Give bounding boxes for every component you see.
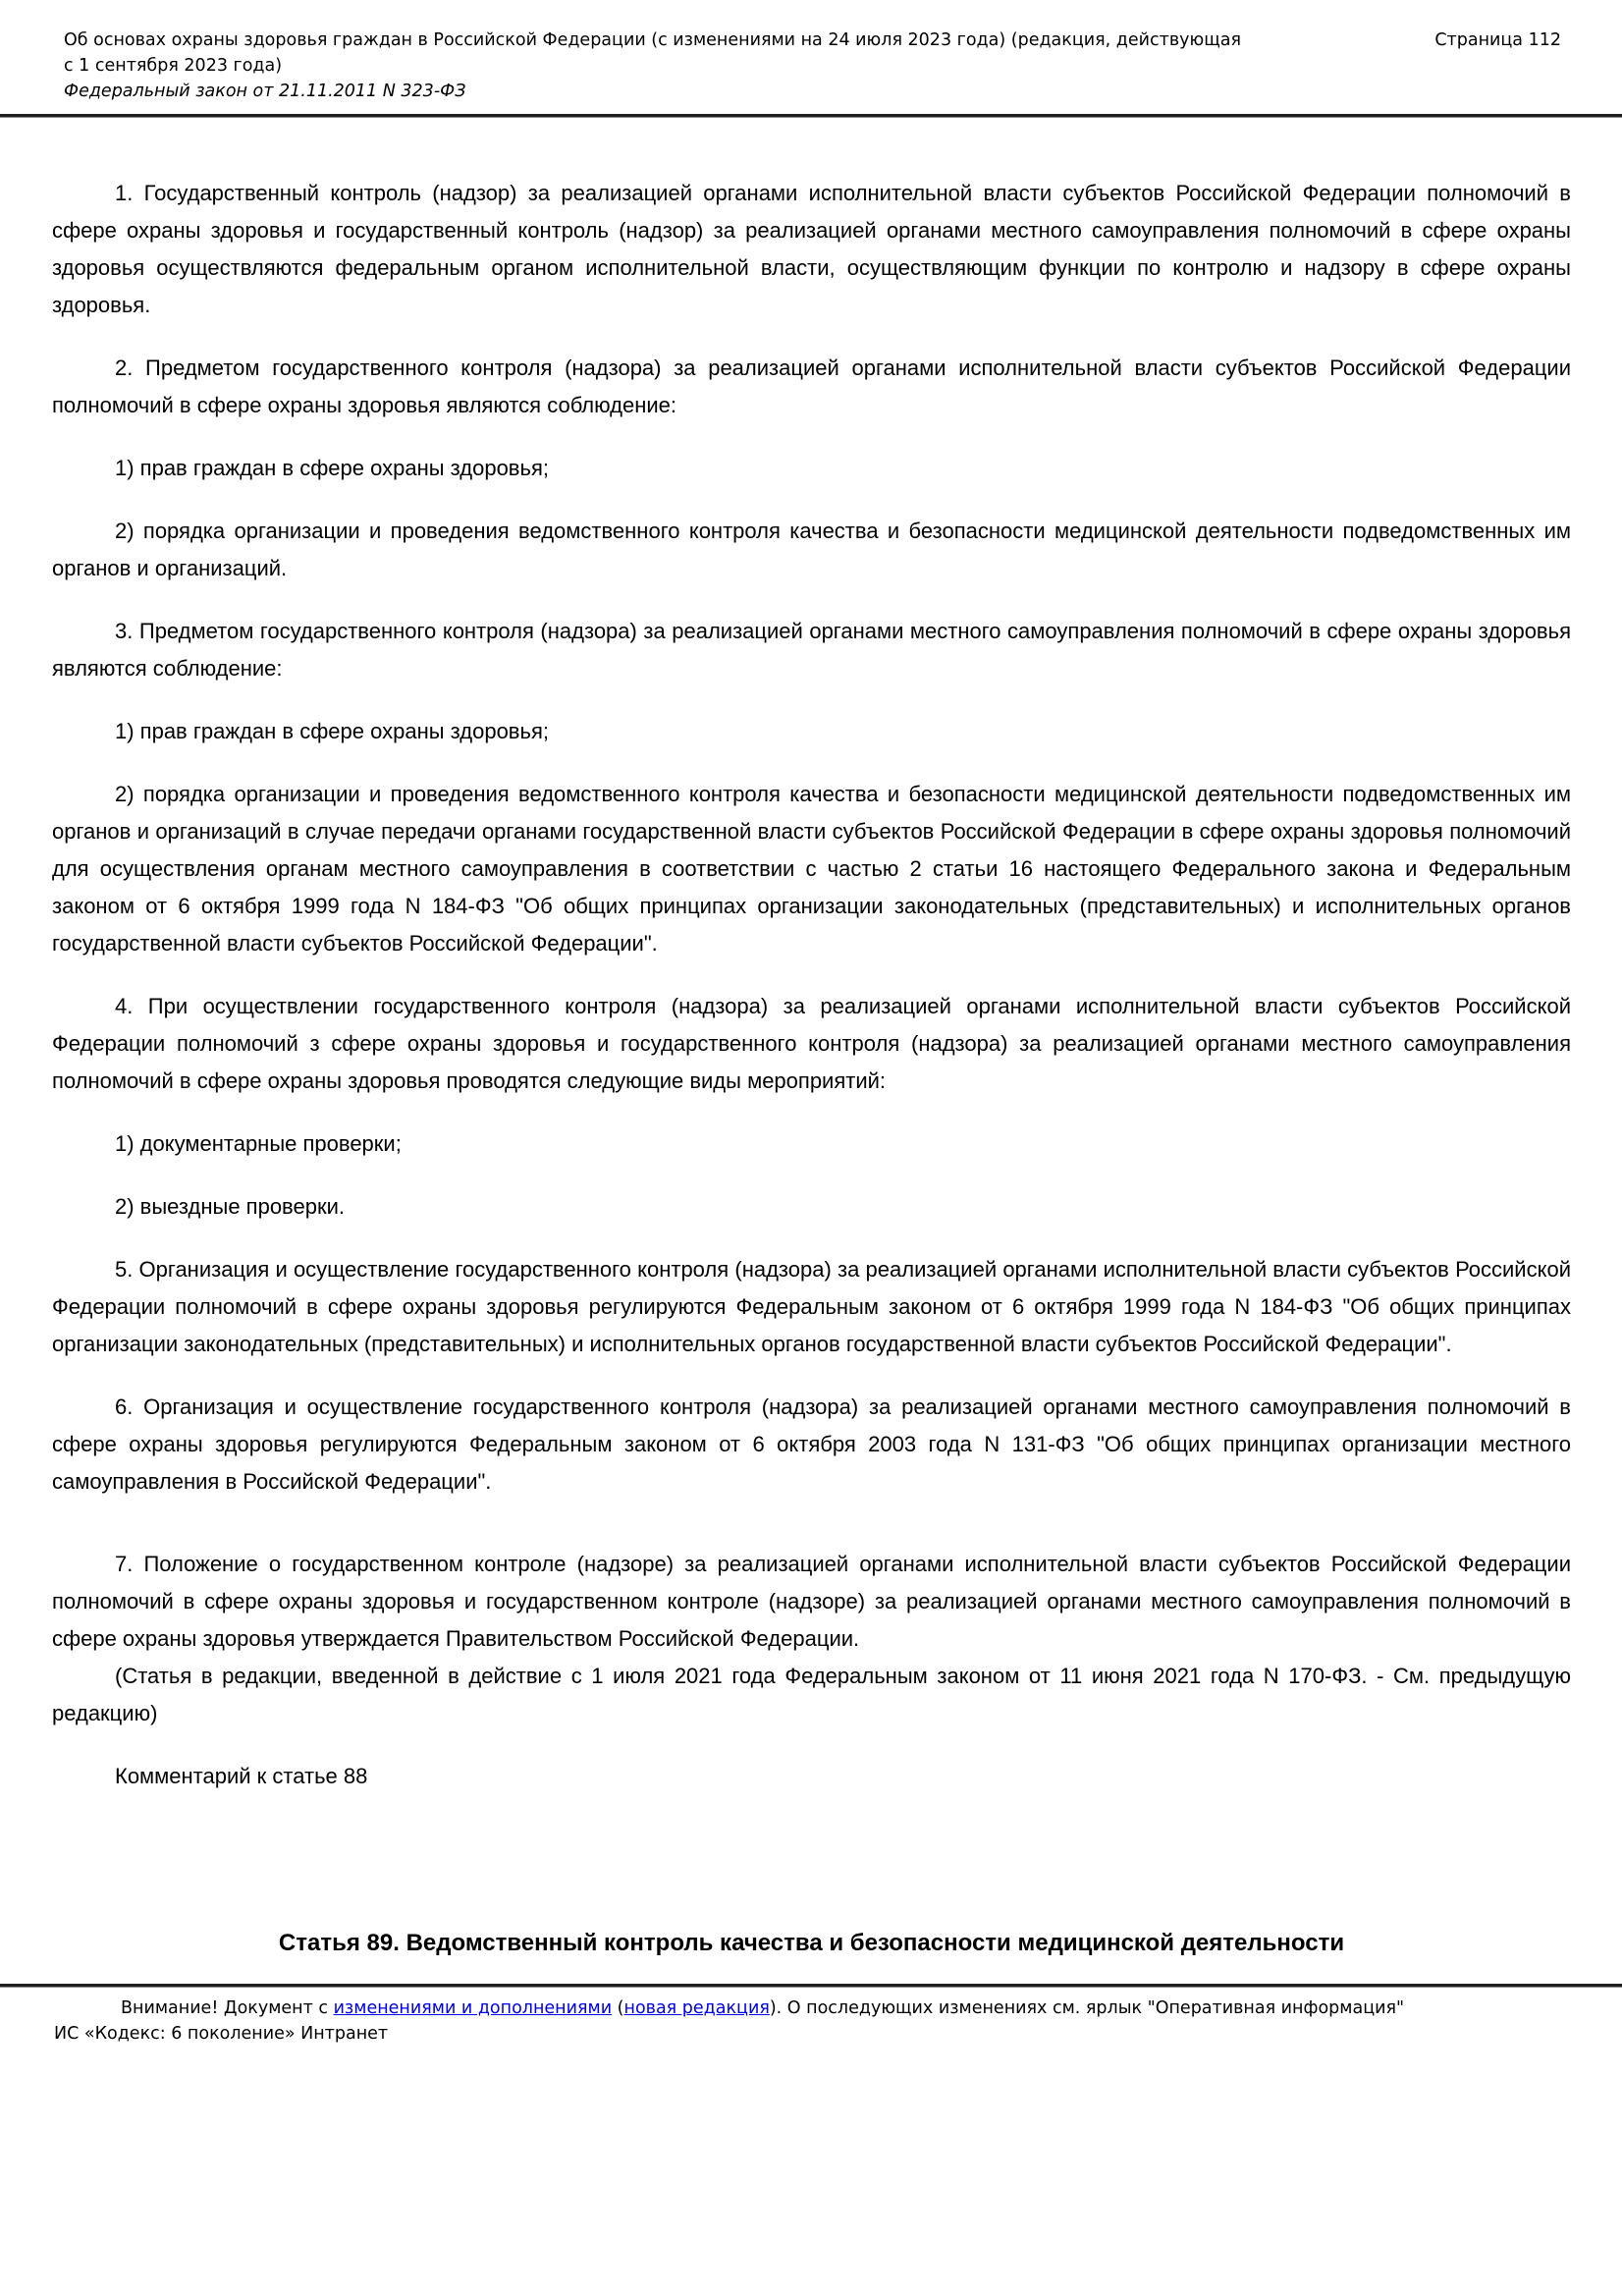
document-header [0, 0, 1622, 114]
document-body [0, 118, 1622, 1962]
paragraph: 1. Государственный контроль (надзор) за реализацией органами исполнительной власти субъектов Российской Федерации полномочий в сфере охраны здоровья и государственный контроль (надзор) за реализацией органами местного самоуправления полномочий в сфере охраны здоровья осуществляются федеральным органом исполнительной власти, осуществляющим функции по контролю и надзору в сфере охраны здоровья. [52, 181, 1571, 317]
document-title-line1: Об основах охраны здоровья граждан в Российской Федерации (с изменениями на 24 июля 2023 года) (редакция, действующая [64, 30, 1241, 50]
amendments-link[interactable]: изменениями и дополнениями [333, 1998, 613, 2018]
paragraph: 4. При осуществлении государственного контроля (надзора) за реализацией органами исполнительной власти субъектов Российской Федерации полномочий з сфере охраны здоровья и государственного контроля (надзора) за реализацией органами местного самоуправления полномочий в сфере охраны здоровья проводятся следующие виды мероприятий: [52, 994, 1571, 1093]
document-subtitle: Федеральный закон от 21.11.2011 N 323-ФЗ [64, 82, 466, 101]
paragraph: 6. Организация и осуществление государственного контроля (надзора) за реализацией органами местного самоуправления полномочий в сфере охраны здоровья регулируются Федеральным законом от 6 октября 2003 года N 131-ФЗ "Об общих принципах организации местного самоуправления в Российской Федерации". [52, 1394, 1571, 1494]
document-title-block [64, 27, 1241, 104]
footer-notice-suffix: ). О последующих изменениях см. ярлык "Оперативная информация" [769, 1998, 1405, 2018]
footer-notice [54, 1995, 1583, 2021]
comment-reference: Комментарий к статье 88 [115, 1764, 368, 1788]
paragraph: 5. Организация и осуществление государственного контроля (надзора) за реализацией органами исполнительной власти субъектов Российской Федерации полномочий в сфере охраны здоровья регулируются Федеральным законом от 6 октября 1999 года N 184-ФЗ "Об общих принципах организации законодательных (представительных) и исполнительных органов государственной власти субъектов Российской Федерации". [52, 1257, 1571, 1356]
list-item: 1) прав граждан в сфере охраны здоровья; [115, 719, 549, 743]
paragraph: 7. Положение о государственном контроле (надзоре) за реализацией органами исполнительной власти субъектов Российской Федерации полномочий в сфере охраны здоровья и государственном контроле (надзоре) за реализацией органами местного самоуправления полномочий в сфере охраны здоровья утверждается Правительством Российской Федерации. [52, 1552, 1571, 1651]
document-footer [0, 1988, 1622, 2047]
document-title-line2: с 1 сентября 2023 года) [64, 56, 283, 76]
list-item: 2) порядка организации и проведения ведомственного контроля качества и безопасности медицинской деятельности подведомственных им органов и организаций в случае передачи органами государственной власти субъектов Российской Федерации в сфере охраны здоровья полномочий для осуществления органам местного самоуправления в соответствии с частью 2 статьи 16 настоящего Федерального закона и Федеральным законом от 6 октября 1999 года N 184-ФЗ "Об общих принципах организации законодательных (представительных) и исполнительных органов государственной власти субъектов Российской Федерации". [52, 782, 1571, 956]
list-item: 2) порядка организации и проведения ведомственного контроля качества и безопасности медицинской деятельности подведомственных им органов и организаций. [52, 519, 1571, 580]
article-heading: Статья 89. Ведомственный контроль качества и безопасности медицинской деятельности [278, 1930, 1345, 1956]
system-label: ИС «Кодекс: 6 поколение» Интранет [54, 2024, 389, 2044]
footer-notice-middle: ( [612, 1998, 624, 2018]
list-item: 1) прав граждан в сфере охраны здоровья; [115, 456, 549, 480]
footer-notice-prefix: Внимание! Документ с [121, 1998, 334, 2018]
list-item: 1) документарные проверки; [115, 1131, 402, 1156]
list-item: 2) выездные проверки. [115, 1194, 345, 1219]
page-number-label: Страница 112 [1434, 30, 1561, 50]
revision-note: (Статья в редакции, введенной в действие с 1 июля 2021 года Федеральным законом от 11 июня 2021 года N 170-ФЗ. - См. предыдущую редакцию) [52, 1664, 1571, 1725]
paragraph: 3. Предметом государственного контроля (надзора) за реализацией органами местного самоуправления полномочий в сфере охраны здоровья являются соблюдение: [52, 619, 1571, 681]
new-edition-link[interactable]: новая редакция [623, 1998, 770, 2018]
paragraph: 2. Предметом государственного контроля (надзора) за реализацией органами исполнительной власти субъектов Российской Федерации полномочий в сфере охраны здоровья являются соблюдение: [52, 355, 1571, 417]
